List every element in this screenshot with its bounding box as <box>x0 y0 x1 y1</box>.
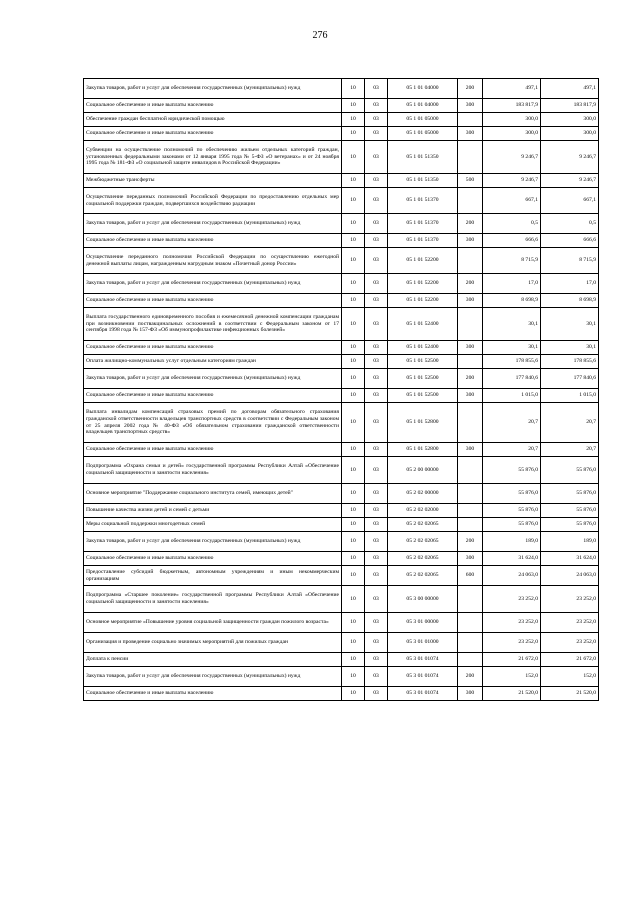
amount-value-2: 666,6 <box>541 234 599 248</box>
expense-type-code: 500 <box>458 174 483 188</box>
subsection-code: 03 <box>365 99 388 113</box>
target-article-code: 05 1 01 52400 <box>388 308 458 341</box>
item-name: Социальное обеспечение и иные выплаты населению <box>84 552 342 566</box>
item-name: Субвенции на осуществление полномочий по обеспечению жильем отдельных категорий граждан, установленных федеральными законами от 12 января 1995 года № 5-ФЗ «О ветеранах» и от 24 ноября 1995 года № 181-ФЗ «О социальной защите инвалидов в Российской Федерации» <box>84 141 342 174</box>
amount-value-2: 300,0 <box>541 113 599 127</box>
expense-type-code: 600 <box>458 566 483 586</box>
amount-value-1: 300,0 <box>483 127 541 141</box>
section-code: 10 <box>342 633 365 653</box>
subsection-code: 03 <box>365 443 388 457</box>
expense-type-code <box>458 484 483 504</box>
target-article-code: 05 1 01 51370 <box>388 214 458 234</box>
section-code: 10 <box>342 369 365 389</box>
expense-type-code <box>458 113 483 127</box>
target-article-code: 05 2 02 02065 <box>388 532 458 552</box>
section-code: 10 <box>342 518 365 532</box>
target-article-code: 05 1 01 51370 <box>388 234 458 248</box>
subsection-code: 03 <box>365 653 388 667</box>
expense-type-code: 300 <box>458 552 483 566</box>
table-row <box>84 633 599 653</box>
amount-value-1: 183 817,9 <box>483 99 541 113</box>
subsection-code: 03 <box>365 566 388 586</box>
subsection-code: 03 <box>365 79 388 99</box>
table-row <box>84 274 599 294</box>
item-name: Основное мероприятие «Повышение уровня социальной защищенности граждан пожилого возраста» <box>84 613 342 633</box>
target-article-code: 05 3 01 00000 <box>388 613 458 633</box>
amount-value-2: 9 246,7 <box>541 141 599 174</box>
amount-value-2: 23 252,0 <box>541 586 599 613</box>
amount-value-2: 177 840,6 <box>541 369 599 389</box>
item-name: Социальное обеспечение и иные выплаты населению <box>84 127 342 141</box>
amount-value-1: 31 624,0 <box>483 552 541 566</box>
section-code: 10 <box>342 504 365 518</box>
amount-value-1: 23 252,0 <box>483 586 541 613</box>
amount-value-1: 189,0 <box>483 532 541 552</box>
item-name: Выплата инвалидам компенсаций страховых премий по договорам обязательного страхования гражданской ответственности владельцев транспортных средств в соответствии с Федеральным законом от 25 апреля 2002 года № 40-ФЗ «Об обязательном страховании гражданской ответственности владельцев транспортных средств» <box>84 403 342 443</box>
section-code: 10 <box>342 308 365 341</box>
table-row <box>84 484 599 504</box>
amount-value-1: 55 876,0 <box>483 457 541 484</box>
section-code: 10 <box>342 355 365 369</box>
section-code: 10 <box>342 667 365 687</box>
amount-value-2: 189,0 <box>541 532 599 552</box>
amount-value-1: 17,0 <box>483 274 541 294</box>
table-row <box>84 188 599 214</box>
target-article-code: 05 1 01 52200 <box>388 294 458 308</box>
subsection-code: 03 <box>365 308 388 341</box>
subsection-code: 03 <box>365 687 388 701</box>
amount-value-1: 1 015,0 <box>483 389 541 403</box>
amount-value-2: 9 246,7 <box>541 174 599 188</box>
subsection-code: 03 <box>365 341 388 355</box>
amount-value-1: 55 876,0 <box>483 518 541 532</box>
subsection-code: 03 <box>365 174 388 188</box>
amount-value-1: 30,1 <box>483 308 541 341</box>
table-row <box>84 248 599 274</box>
amount-value-1: 55 876,0 <box>483 484 541 504</box>
subsection-code: 03 <box>365 294 388 308</box>
target-article-code: 05 1 01 04000 <box>388 99 458 113</box>
expense-type-code: 300 <box>458 99 483 113</box>
item-name: Предоставление субсидий бюджетным, автономным учреждениям и иным некоммерческим организациям <box>84 566 342 586</box>
subsection-code: 03 <box>365 188 388 214</box>
target-article-code: 05 3 00 00000 <box>388 586 458 613</box>
subsection-code: 03 <box>365 214 388 234</box>
section-code: 10 <box>342 552 365 566</box>
target-article-code: 05 1 01 05000 <box>388 113 458 127</box>
item-name: Межбюджетные трансферты <box>84 174 342 188</box>
item-name: Социальное обеспечение и иные выплаты населению <box>84 99 342 113</box>
item-name: Основное мероприятие "Поддержание социального института семей, имеющих детей" <box>84 484 342 504</box>
section-code: 10 <box>342 653 365 667</box>
target-article-code: 05 3 01 01000 <box>388 633 458 653</box>
amount-value-1: 20,7 <box>483 443 541 457</box>
amount-value-1: 24 063,0 <box>483 566 541 586</box>
table-row <box>84 99 599 113</box>
table-row <box>84 518 599 532</box>
section-code: 10 <box>342 341 365 355</box>
item-name: Меры социальной поддержки многодетных семей <box>84 518 342 532</box>
section-code: 10 <box>342 79 365 99</box>
amount-value-2: 183 817,9 <box>541 99 599 113</box>
expense-type-code: 200 <box>458 369 483 389</box>
expense-type-code <box>458 188 483 214</box>
target-article-code: 05 1 01 05000 <box>388 127 458 141</box>
expense-type-code <box>458 653 483 667</box>
target-article-code: 05 2 00 00000 <box>388 457 458 484</box>
subsection-code: 03 <box>365 552 388 566</box>
section-code: 10 <box>342 248 365 274</box>
section-code: 10 <box>342 687 365 701</box>
amount-value-1: 9 246,7 <box>483 141 541 174</box>
amount-value-2: 21 520,0 <box>541 687 599 701</box>
item-name: Закупка товаров, работ и услуг для обеспечения государственных (муниципальных) нужд <box>84 667 342 687</box>
amount-value-2: 20,7 <box>541 443 599 457</box>
section-code: 10 <box>342 141 365 174</box>
item-name: Доплата к пенсии <box>84 653 342 667</box>
item-name: Выплата государственного единовременного пособия и ежемесячной денежной компенсации гражданам при возникновении поствакцинальных осложнений в соответствии с Федеральным законом от 17 сентября 1998 года № 157-ФЗ «Об иммунопрофилактике инфекционных болезней» <box>84 308 342 341</box>
subsection-code: 03 <box>365 389 388 403</box>
amount-value-2: 55 876,0 <box>541 457 599 484</box>
table-row <box>84 214 599 234</box>
table-row <box>84 687 599 701</box>
expense-type-code: 200 <box>458 667 483 687</box>
subsection-code: 03 <box>365 586 388 613</box>
expense-type-code <box>458 248 483 274</box>
amount-value-2: 1 015,0 <box>541 389 599 403</box>
subsection-code: 03 <box>365 141 388 174</box>
amount-value-1: 177 840,6 <box>483 369 541 389</box>
target-article-code: 05 2 02 02065 <box>388 566 458 586</box>
expense-type-code <box>458 518 483 532</box>
table-row <box>84 141 599 174</box>
item-name: Закупка товаров, работ и услуг для обеспечения государственных (муниципальных) нужд <box>84 214 342 234</box>
amount-value-1: 497,1 <box>483 79 541 99</box>
subsection-code: 03 <box>365 667 388 687</box>
expense-type-code: 300 <box>458 234 483 248</box>
item-name: Социальное обеспечение и иные выплаты населению <box>84 443 342 457</box>
table-row <box>84 504 599 518</box>
target-article-code: 05 1 01 52400 <box>388 341 458 355</box>
amount-value-2: 30,1 <box>541 341 599 355</box>
section-code: 10 <box>342 586 365 613</box>
amount-value-2: 20,7 <box>541 403 599 443</box>
section-code: 10 <box>342 443 365 457</box>
expense-type-code: 200 <box>458 214 483 234</box>
target-article-code: 05 1 01 52800 <box>388 403 458 443</box>
amount-value-1: 152,0 <box>483 667 541 687</box>
amount-value-2: 0,5 <box>541 214 599 234</box>
table-row <box>84 566 599 586</box>
item-name: Социальное обеспечение и иные выплаты населению <box>84 294 342 308</box>
expense-type-code: 300 <box>458 294 483 308</box>
target-article-code: 05 1 01 04000 <box>388 79 458 99</box>
amount-value-1: 178 855,6 <box>483 355 541 369</box>
target-article-code: 05 1 01 52800 <box>388 443 458 457</box>
table-row <box>84 113 599 127</box>
item-name: Социальное обеспечение и иные выплаты населению <box>84 687 342 701</box>
expense-type-code: 300 <box>458 443 483 457</box>
target-article-code: 05 3 01 01074 <box>388 667 458 687</box>
amount-value-2: 21 672,0 <box>541 653 599 667</box>
expense-type-code: 300 <box>458 341 483 355</box>
subsection-code: 03 <box>365 248 388 274</box>
item-name: Закупка товаров, работ и услуг для обеспечения государственных (муниципальных) нужд <box>84 274 342 294</box>
subsection-code: 03 <box>365 127 388 141</box>
item-name: Повышение качества жизни детей и семей с детьми <box>84 504 342 518</box>
item-name: Социальное обеспечение и иные выплаты населению <box>84 389 342 403</box>
amount-value-2: 31 624,0 <box>541 552 599 566</box>
table-row <box>84 443 599 457</box>
expense-type-code <box>458 613 483 633</box>
section-code: 10 <box>342 566 365 586</box>
subsection-code: 03 <box>365 504 388 518</box>
section-code: 10 <box>342 613 365 633</box>
subsection-code: 03 <box>365 369 388 389</box>
item-name: Осуществление переданных полномочий Российской Федерации по предоставлению отдельных мер социальной поддержки граждан, подвергшихся воздействию радиации <box>84 188 342 214</box>
amount-value-1: 9 246,7 <box>483 174 541 188</box>
amount-value-2: 23 252,0 <box>541 633 599 653</box>
section-code: 10 <box>342 113 365 127</box>
amount-value-2: 667,1 <box>541 188 599 214</box>
table-row <box>84 127 599 141</box>
item-name: Закупка товаров, работ и услуг для обеспечения государственных (муниципальных) нужд <box>84 79 342 99</box>
table-row <box>84 552 599 566</box>
subsection-code: 03 <box>365 403 388 443</box>
table-row <box>84 234 599 248</box>
expense-type-code: 300 <box>458 687 483 701</box>
item-name: Оплата жилищно-коммунальных услуг отдельным категориям граждан <box>84 355 342 369</box>
target-article-code: 05 2 02 02065 <box>388 518 458 532</box>
amount-value-2: 178 855,6 <box>541 355 599 369</box>
table-row <box>84 308 599 341</box>
table-row <box>84 294 599 308</box>
target-article-code: 05 2 02 00000 <box>388 484 458 504</box>
subsection-code: 03 <box>365 234 388 248</box>
table-row <box>84 667 599 687</box>
item-name: Социальное обеспечение и иные выплаты населению <box>84 234 342 248</box>
table-row <box>84 653 599 667</box>
amount-value-2: 55 876,0 <box>541 484 599 504</box>
subsection-code: 03 <box>365 113 388 127</box>
section-code: 10 <box>342 127 365 141</box>
amount-value-2: 497,1 <box>541 79 599 99</box>
amount-value-2: 8 715,9 <box>541 248 599 274</box>
section-code: 10 <box>342 188 365 214</box>
amount-value-2: 30,1 <box>541 308 599 341</box>
target-article-code: 05 2 02 02065 <box>388 552 458 566</box>
target-article-code: 05 3 01 01074 <box>388 653 458 667</box>
amount-value-1: 8 715,9 <box>483 248 541 274</box>
item-name: Закупка товаров, работ и услуг для обеспечения государственных (муниципальных) нужд <box>84 369 342 389</box>
subsection-code: 03 <box>365 484 388 504</box>
amount-value-1: 21 672,0 <box>483 653 541 667</box>
budget-table <box>83 78 599 701</box>
target-article-code: 05 1 01 52500 <box>388 369 458 389</box>
table-row <box>84 174 599 188</box>
table-row <box>84 532 599 552</box>
table-row <box>84 369 599 389</box>
page-number: 276 <box>312 30 328 41</box>
amount-value-1: 667,1 <box>483 188 541 214</box>
amount-value-2: 55 876,0 <box>541 504 599 518</box>
table-row <box>84 355 599 369</box>
table-row <box>84 457 599 484</box>
expense-type-code: 300 <box>458 127 483 141</box>
subsection-code: 03 <box>365 355 388 369</box>
subsection-code: 03 <box>365 613 388 633</box>
amount-value-1: 8 698,9 <box>483 294 541 308</box>
expense-type-code <box>458 355 483 369</box>
table-row <box>84 341 599 355</box>
expense-type-code: 200 <box>458 274 483 294</box>
target-article-code: 05 1 01 52200 <box>388 274 458 294</box>
item-name: Организация и проведение социально значимых мероприятий для пожилых граждан <box>84 633 342 653</box>
target-article-code: 05 1 01 52500 <box>388 389 458 403</box>
amount-value-1: 666,6 <box>483 234 541 248</box>
section-code: 10 <box>342 99 365 113</box>
target-article-code: 05 1 01 52200 <box>388 248 458 274</box>
amount-value-1: 23 252,0 <box>483 633 541 653</box>
target-article-code: 05 1 01 52500 <box>388 355 458 369</box>
amount-value-2: 152,0 <box>541 667 599 687</box>
section-code: 10 <box>342 532 365 552</box>
amount-value-1: 55 876,0 <box>483 504 541 518</box>
expense-type-code <box>458 586 483 613</box>
amount-value-2: 24 063,0 <box>541 566 599 586</box>
target-article-code: 05 3 01 01074 <box>388 687 458 701</box>
amount-value-2: 300,0 <box>541 127 599 141</box>
expense-type-code: 200 <box>458 79 483 99</box>
section-code: 10 <box>342 174 365 188</box>
table-row <box>84 79 599 99</box>
expense-type-code <box>458 141 483 174</box>
section-code: 10 <box>342 403 365 443</box>
item-name: Обеспечение граждан бесплатной юридической помощью <box>84 113 342 127</box>
amount-value-1: 300,0 <box>483 113 541 127</box>
subsection-code: 03 <box>365 457 388 484</box>
amount-value-1: 20,7 <box>483 403 541 443</box>
amount-value-2: 17,0 <box>541 274 599 294</box>
section-code: 10 <box>342 389 365 403</box>
table-body <box>84 79 599 701</box>
subsection-code: 03 <box>365 518 388 532</box>
amount-value-2: 55 876,0 <box>541 518 599 532</box>
target-article-code: 05 1 01 51350 <box>388 174 458 188</box>
table-row <box>84 403 599 443</box>
table-row <box>84 613 599 633</box>
amount-value-1: 21 520,0 <box>483 687 541 701</box>
section-code: 10 <box>342 294 365 308</box>
section-code: 10 <box>342 274 365 294</box>
subsection-code: 03 <box>365 633 388 653</box>
expense-type-code <box>458 457 483 484</box>
item-name: Подпрограмма «Старшее поколение» государственной программы Республики Алтай «Обеспечение социальной защищенности и занятости населения» <box>84 586 342 613</box>
target-article-code: 05 1 01 51350 <box>388 141 458 174</box>
section-code: 10 <box>342 214 365 234</box>
amount-value-2: 23 252,0 <box>541 613 599 633</box>
subsection-code: 03 <box>365 274 388 294</box>
expense-type-code <box>458 403 483 443</box>
expense-type-code <box>458 504 483 518</box>
expense-type-code: 300 <box>458 389 483 403</box>
expense-type-code: 200 <box>458 532 483 552</box>
target-article-code: 05 2 02 02000 <box>388 504 458 518</box>
item-name: Подпрограмма «Охрана семьи и детей» государственной программы Республики Алтай «Обеспечение социальной защищенности и занятости населения» <box>84 457 342 484</box>
amount-value-2: 8 698,9 <box>541 294 599 308</box>
table-row <box>84 586 599 613</box>
subsection-code: 03 <box>365 532 388 552</box>
amount-value-1: 23 252,0 <box>483 613 541 633</box>
amount-value-1: 0,5 <box>483 214 541 234</box>
section-code: 10 <box>342 457 365 484</box>
item-name: Закупка товаров, работ и услуг для обеспечения государственных (муниципальных) нужд <box>84 532 342 552</box>
section-code: 10 <box>342 234 365 248</box>
expense-type-code <box>458 633 483 653</box>
expense-type-code <box>458 308 483 341</box>
item-name: Осуществление переданного полномочия Российской Федерации по осуществлению ежегодной денежной выплаты лицам, награжденным нагрудным знаком «Почетный донор России» <box>84 248 342 274</box>
target-article-code: 05 1 01 51370 <box>388 188 458 214</box>
section-code: 10 <box>342 484 365 504</box>
table-row <box>84 389 599 403</box>
item-name: Социальное обеспечение и иные выплаты населению <box>84 341 342 355</box>
amount-value-1: 30,1 <box>483 341 541 355</box>
